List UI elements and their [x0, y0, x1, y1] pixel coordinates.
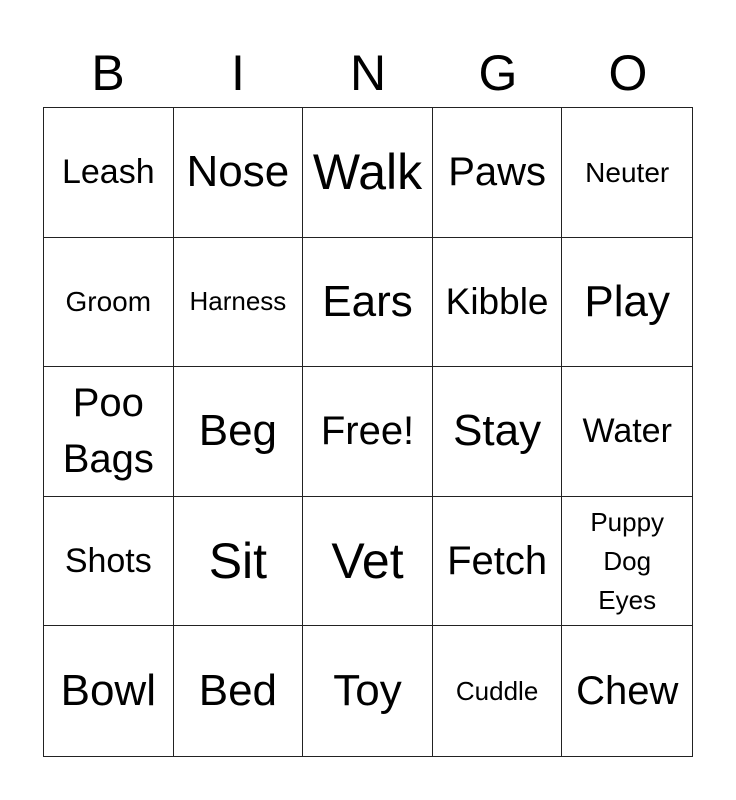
bingo-cell-label: Walk — [312, 143, 423, 200]
bingo-cell-free-space[interactable] — [303, 367, 433, 497]
header-letter-b: B — [91, 45, 125, 101]
header-letter-n: N — [349, 45, 387, 101]
bingo-cell-toy[interactable] — [303, 626, 433, 756]
bingo-cell-label: Paws — [448, 150, 546, 195]
bingo-cell-leash[interactable] — [44, 108, 174, 238]
bingo-cell-label: Bowl — [60, 666, 156, 715]
bingo-cell-label: Bed — [198, 666, 278, 715]
bingo-cell-fetch[interactable] — [433, 497, 563, 627]
bingo-cell-neuter[interactable] — [562, 108, 692, 238]
bingo-cell-label: Fetch — [447, 539, 548, 584]
bingo-cell-cuddle[interactable] — [433, 626, 563, 756]
bingo-cell-label: Ears — [322, 276, 413, 326]
bingo-cell-stay[interactable] — [433, 367, 563, 497]
bingo-cell-label: Chew — [576, 669, 679, 714]
bingo-cell-label: Harness — [189, 286, 287, 317]
bingo-cell-nose[interactable] — [174, 108, 304, 238]
bingo-cell-kibble[interactable] — [433, 238, 563, 368]
bingo-cell-label: Kibble — [445, 280, 549, 322]
bingo-cell-label: Groom — [65, 286, 152, 318]
header-letter-o: O — [608, 45, 648, 101]
bingo-cell-poo-bags[interactable] — [44, 367, 174, 497]
bingo-cell-label: Cuddle — [455, 675, 539, 706]
bingo-cell-label: Beg — [198, 406, 278, 456]
bingo-cell-sit[interactable] — [174, 497, 304, 627]
bingo-cell-label: Vet — [331, 532, 404, 589]
bingo-cell-beg[interactable] — [174, 367, 304, 497]
bingo-cell-chew[interactable] — [562, 626, 692, 756]
bingo-header — [43, 40, 693, 106]
bingo-cell-paws[interactable] — [433, 108, 563, 238]
bingo-cell-label: Free! — [320, 409, 415, 454]
bingo-board — [43, 107, 693, 757]
bingo-cell-label: Shots — [64, 541, 152, 580]
bingo-cell-harness[interactable] — [174, 238, 304, 368]
bingo-cell-label: Water — [582, 411, 672, 450]
bingo-cell-puppy-dog-eyes[interactable] — [562, 497, 692, 627]
bingo-cell-label: Stay — [453, 406, 542, 456]
bingo-cell-bed[interactable] — [174, 626, 304, 756]
bingo-cell-shots[interactable] — [44, 497, 174, 627]
bingo-cell-label: Play — [584, 276, 670, 326]
bingo-cell-label: Neuter — [585, 156, 670, 188]
bingo-cell-walk[interactable] — [303, 108, 433, 238]
bingo-cell-play[interactable] — [562, 238, 692, 368]
bingo-cell-label: Nose — [186, 147, 290, 197]
bingo-cell-groom[interactable] — [44, 238, 174, 368]
bingo-cell-label: Puppy Dog Eyes — [590, 506, 665, 615]
bingo-cell-label: Toy — [333, 666, 402, 715]
bingo-cell-label: Sit — [208, 532, 268, 589]
header-letter-i: I — [231, 45, 245, 101]
bingo-cell-bowl[interactable] — [44, 626, 174, 756]
header-letter-g: G — [478, 45, 518, 101]
bingo-cell-ears[interactable] — [303, 238, 433, 368]
bingo-cell-water[interactable] — [562, 367, 692, 497]
bingo-cell-label: Poo Bags — [62, 381, 154, 482]
bingo-cell-vet[interactable] — [303, 497, 433, 627]
bingo-cell-label: Leash — [61, 152, 155, 191]
